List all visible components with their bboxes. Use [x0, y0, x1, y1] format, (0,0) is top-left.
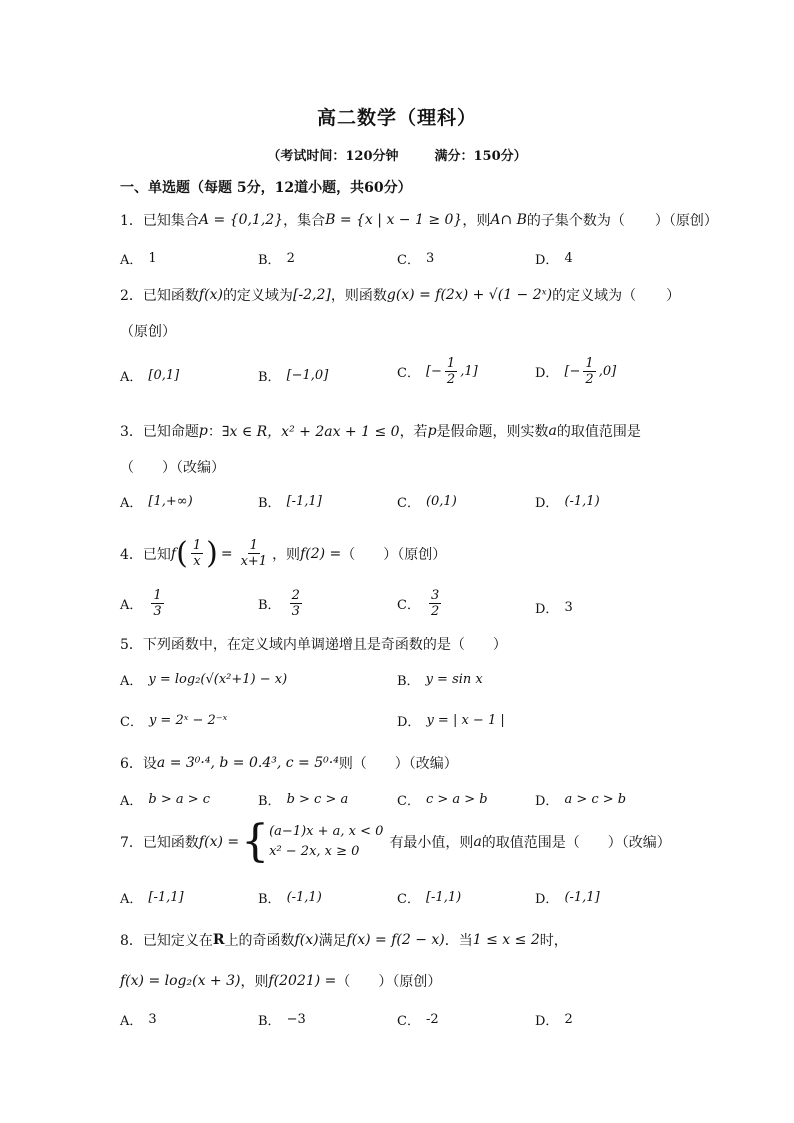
option-c[interactable]: C． -2	[397, 1012, 439, 1029]
page-title: 高二数学（理科）	[316, 107, 477, 129]
option-d[interactable]: D． (-1,1)	[535, 494, 600, 511]
option-c[interactable]: C． y = 2ˣ − 2⁻ˣ	[120, 713, 228, 730]
option-d[interactable]: D． y = | x − 1 |	[397, 713, 505, 730]
option-d[interactable]: D． [− $\frac{1}{2}$ ,0]	[535, 356, 617, 387]
option-d[interactable]: D． 2	[535, 1012, 573, 1029]
question-8-line2: f(x) = log₂(x + 3) ，则 f(2021) = （ ）（原创）	[120, 973, 442, 990]
piece-2: x² − 2x, x ≥ 0	[269, 844, 360, 859]
option-b[interactable]: B． [-1,1]	[258, 494, 322, 511]
option-c[interactable]: C． [− $\frac{1}{2}$ ,1]	[397, 356, 478, 387]
question-4: 4．已知 f ( $\frac{1}{x}$ ) = $\frac{1}{x+1}$ ，则 f(2) = （ ）（原创）	[120, 535, 447, 571]
option-b[interactable]: B． (-1,1)	[258, 890, 322, 907]
option-a[interactable]: A． 3	[120, 1012, 157, 1029]
question-2: 2．已知函数 f(x) 的定义域为 [-2,2] ，则函数 g(x) = f(2x) + √(1 − 2ˣ) 的定义域为（ ）	[120, 287, 681, 304]
set-a: A = {0,1,2}	[198, 212, 284, 228]
exam-info	[0, 145, 794, 164]
question-7: 7．已知函数 f(x) = { (a−1)x + a, x < 0 x² − 2x, x ≥ 0 有最小值，则 a 的取值范围是（ ）（改编）	[120, 816, 671, 867]
set-b: B = {x | x − 1 ≥ 0}	[325, 212, 463, 228]
question-5: 5．下列函数中，在定义域内单调递增且是奇函数的是（ ）	[120, 637, 507, 653]
option-d[interactable]: D． (-1,1]	[535, 890, 600, 907]
option-d[interactable]: D． a > c > b	[535, 792, 627, 809]
exam-score: 满分：150分）	[434, 149, 527, 164]
option-d[interactable]: D． 4	[535, 251, 573, 268]
option-b[interactable]: B． −3	[258, 1012, 306, 1029]
question-1: 1．已知集合 A = {0,1,2} ，集合 B = {x | x − 1 ≥ 0} ，则 A∩ B 的子集个数为（ ）（原创）	[120, 212, 718, 229]
option-c[interactable]: C． c > a > b	[397, 792, 488, 809]
option-b[interactable]: B． b > c > a	[258, 792, 349, 809]
option-a[interactable]: A． b > a > c	[120, 792, 211, 809]
question-3-source: （ ）（改编）	[120, 460, 225, 476]
option-b[interactable]: B． y = sin x	[397, 672, 483, 689]
question-2-source: （原创）	[120, 324, 176, 340]
option-a[interactable]: A． 1	[120, 251, 157, 268]
option-c[interactable]: C． [-1,1)	[397, 890, 462, 907]
question-8: 8．已知定义在 R 上的奇函数 f(x) 满足 f(x) = f(2 − x) ．当 1 ≤ x ≤ 2 时，	[120, 932, 568, 949]
option-a[interactable]: A． [0,1]	[120, 368, 180, 385]
option-b[interactable]: B． $\frac{2}{3}$	[258, 588, 300, 619]
piece-1: (a−1)x + a, x < 0	[269, 824, 384, 839]
option-d[interactable]: D． 3	[535, 600, 573, 617]
option-c[interactable]: C． $\frac{3}{2}$	[397, 588, 440, 619]
option-a[interactable]: A． [1,+∞)	[120, 494, 193, 511]
question-6: 6．设 a = 3⁰·⁴, b = 0.4³, c = 5⁰·⁴ 则（ ）（改编）	[120, 755, 458, 772]
option-b[interactable]: B． [−1,0]	[258, 368, 329, 385]
question-3: 3．已知命题 p ： ∃x ∈ R，x² + 2ax + 1 ≤ 0 ，若 p 是假命题，则实数 a 的取值范围是	[120, 423, 641, 440]
option-b[interactable]: B． 2	[258, 251, 295, 268]
option-a[interactable]: A． y = log₂(√(x²+1) − x)	[120, 672, 288, 689]
section-heading: 一、单选题（每题 5分，12道小题，共60分）	[120, 180, 412, 196]
option-c[interactable]: C． 3	[397, 251, 435, 268]
option-a[interactable]: A． [-1,1]	[120, 890, 184, 907]
option-c[interactable]: C． (0,1)	[397, 494, 457, 511]
exam-time: （考试时间：120分钟	[267, 149, 399, 164]
option-a[interactable]: A． $\frac{1}{3}$	[120, 588, 162, 619]
